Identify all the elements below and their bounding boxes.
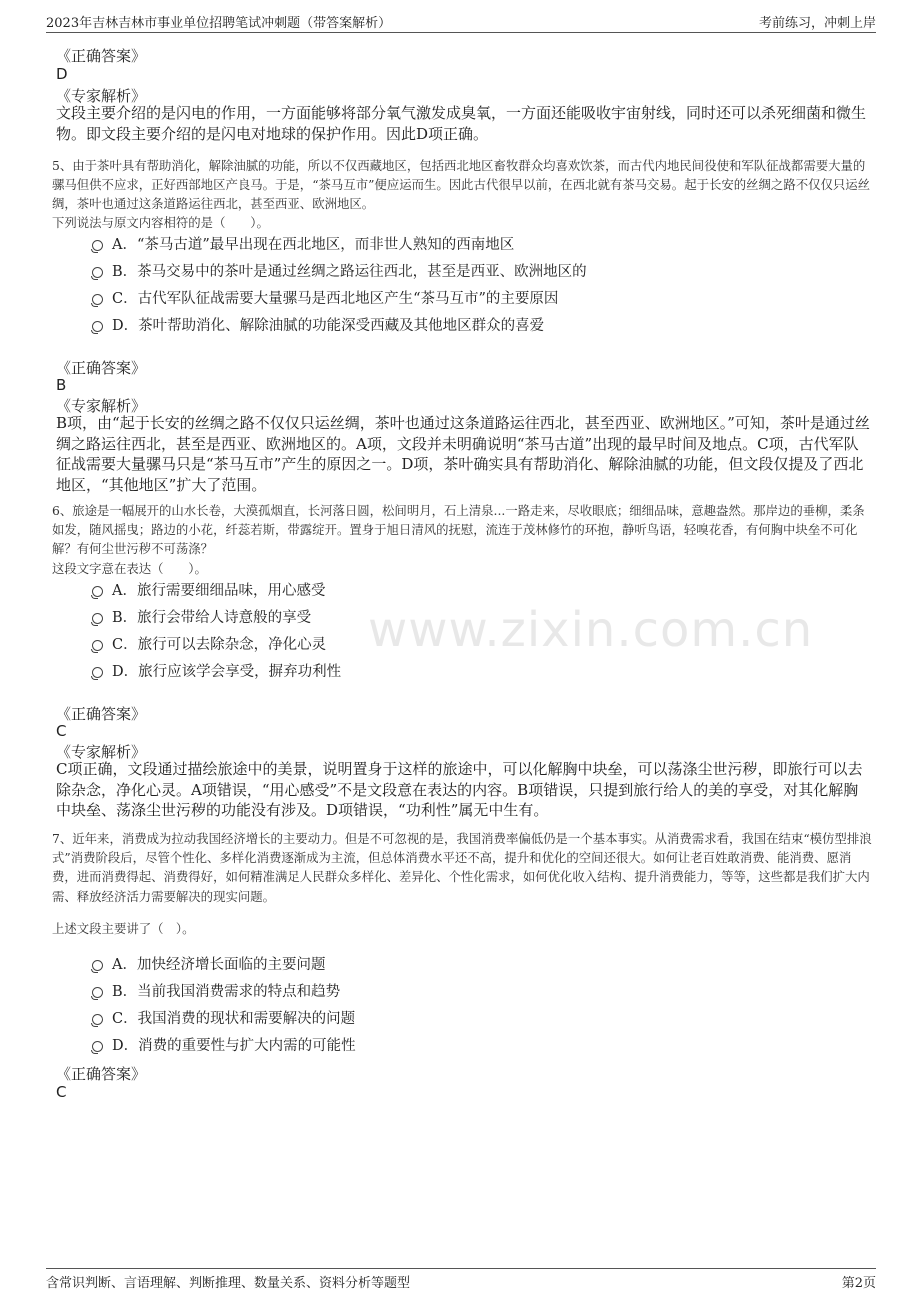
question-text: 5、由于茶叶具有帮助消化，解除油腻的功能，所以不仅西藏地区，包括西北地区畜牧群众均喜欢饮茶，而古代内地民间役使和军队征战都需要大量的骡马但供不应求，正好西部地区产良马。于是，“茶马互市”便应运而生。因此古代很早以前，在西北就有茶马交易。起于长安的丝绸之路不仅仅只运丝绸，茶叶也通过这条道路运往西北，甚至西亚、欧洲地区。 (52, 158, 871, 212)
option-label: D．消费的重要性与扩大内需的可能性 (112, 1038, 356, 1054)
expert-analysis-label: 《专家解析》 (56, 87, 147, 105)
option-b[interactable] (92, 982, 340, 1002)
correct-answer-label: 《正确答案》 (56, 705, 147, 723)
watermark: www.zixin.com.cn (368, 602, 814, 658)
option-label: A．加快经济增长面临的主要问题 (112, 957, 326, 973)
page-header (46, 12, 876, 33)
option-d[interactable] (92, 316, 544, 336)
radio-icon[interactable] (92, 667, 103, 678)
radio-icon[interactable] (92, 294, 103, 305)
document-title: 2023年吉林吉林市事业单位招聘笔试冲刺题（带答案解析） (46, 16, 392, 31)
option-label: D．旅行应该学会享受，摒弃功利性 (112, 664, 342, 680)
analysis-text: 文段主要介绍的是闪电的作用，一方面能够将部分氧气激发成臭氧，一方面还能吸收宇宙射线，同时还可以杀死细菌和微生物。即文段主要介绍的是闪电对地球的保护作用。因此D项正确。 (56, 104, 867, 143)
option-b[interactable] (92, 262, 587, 282)
answer-value: B (56, 376, 67, 394)
option-label: C．旅行可以去除杂念，净化心灵 (112, 637, 327, 653)
radio-icon[interactable] (92, 613, 103, 624)
page-number: 第2页 (841, 1276, 876, 1291)
answer-value: D (56, 65, 68, 83)
option-label: B．茶马交易中的茶叶是通过丝绸之路运往西北，甚至是西亚、欧洲地区的 (112, 264, 587, 280)
radio-icon[interactable] (92, 240, 103, 251)
footer-topics: 含常识判断、言语理解、判断推理、数量关系、资料分析等题型 (46, 1276, 411, 1291)
question-text: 7、近年来，消费成为拉动我国经济增长的主要动力。但是不可忽视的是，我国消费率偏低仍是一个基本事实。从消费需求看，我国在结束“模仿型排浪式”消费阶段后，尽管个性化、多样化消费逐渐成为主流，但总体消费水平还不高，提升和优化的空间还很大。如何让老百姓敢消费、能消费、愿消费，进而消费得起、消费得好，如何精准满足人民群众多样化、差异化、个性化需求，如何优化收入结构、提升消费能力，等等，这些都是我们扩大内需、释放经济活力需要解决的现实问题。 (52, 831, 872, 904)
expert-analysis-label: 《专家解析》 (56, 743, 147, 761)
radio-icon[interactable] (92, 640, 103, 651)
answer-value: C (56, 1083, 67, 1101)
question-prompt: 上述文段主要讲了（ ）。 (52, 921, 195, 936)
option-c[interactable] (92, 289, 558, 309)
radio-icon[interactable] (92, 987, 103, 998)
question-prompt: 下列说法与原文内容相符的是（ ）。 (52, 215, 269, 230)
option-label: A．“茶马古道”最早出现在西北地区，而非世人熟知的西南地区 (112, 237, 515, 253)
option-label: C．我国消费的现状和需要解决的问题 (112, 1011, 356, 1027)
option-label: C．古代军队征战需要大量骡马是西北地区产生“茶马互市”的主要原因 (112, 291, 559, 307)
option-b[interactable] (92, 608, 311, 628)
analysis-text: B项，由“起于长安的丝绸之路不仅仅只运丝绸，茶叶也通过这条道路运往西北，甚至西亚、欧洲地区。”可知，茶叶是通过丝绸之路运往西北，甚至是西亚、欧洲地区的。A项，文段并未明确说明“茶马古道”出现的最早时间及地点。C项，古代军队征战需要大量骡马只是“茶马互市”产生的原因之一。D项，茶叶确实具有帮助消化、解除油腻的功能，但文段仅提及了西北地区，“其他地区”扩大了范围。 (56, 414, 870, 494)
option-label: B．旅行会带给人诗意般的享受 (112, 610, 312, 626)
answer-value: C (56, 722, 67, 740)
page-footer (46, 1268, 876, 1294)
option-c[interactable] (92, 1009, 355, 1029)
radio-icon[interactable] (92, 321, 103, 332)
expert-analysis-label: 《专家解析》 (56, 397, 147, 415)
option-d[interactable] (92, 1036, 356, 1056)
radio-icon[interactable] (92, 960, 103, 971)
question-prompt: 这段文字意在表达（ ）。 (52, 561, 207, 576)
radio-icon[interactable] (92, 586, 103, 597)
option-a[interactable] (92, 235, 514, 255)
option-c[interactable] (92, 635, 326, 655)
question-text: 6、旅途是一幅展开的山水长卷，大漠孤烟直，长河落日圆，松间明月，石上清泉...一路走来，尽收眼底；细细品味，意趣盎然。那岸边的垂柳，柔条如发，随风摇曳；路边的小花，纤蕊若斯，带露绽开。置身于旭日清风的抚慰，流连于茂林修竹的环抱，静听鸟语，轻嗅花香，有何胸中块垒不可化解？有何尘世污秽不可荡涤？ (52, 503, 865, 557)
correct-answer-label: 《正确答案》 (56, 1065, 147, 1083)
option-a[interactable] (92, 955, 325, 975)
option-a[interactable] (92, 581, 325, 601)
option-label: D．茶叶帮助消化、解除油腻的功能深受西藏及其他地区群众的喜爱 (112, 318, 545, 334)
correct-answer-label: 《正确答案》 (56, 47, 147, 65)
radio-icon[interactable] (92, 1014, 103, 1025)
radio-icon[interactable] (92, 267, 103, 278)
header-slogan: 考前练习，冲刺上岸 (758, 16, 876, 31)
analysis-text: C项正确，文段通过描绘旅途中的美景，说明置身于这样的旅途中，可以化解胸中块垒，可以荡涤尘世污秽，即旅行可以去除杂念，净化心灵。A项错误，“用心感受”不是文段意在表达的内容。B项错误，只提到旅行给人的美的享受，对其化解胸中块垒、荡涤尘世污秽的功能没有涉及。D项错误，“功利性”属无中生有。 (56, 760, 863, 819)
radio-icon[interactable] (92, 1041, 103, 1052)
option-label: A．旅行需要细细品味，用心感受 (112, 583, 326, 599)
option-d[interactable] (92, 662, 341, 682)
option-label: B．当前我国消费需求的特点和趋势 (112, 984, 341, 1000)
correct-answer-label: 《正确答案》 (56, 359, 147, 377)
